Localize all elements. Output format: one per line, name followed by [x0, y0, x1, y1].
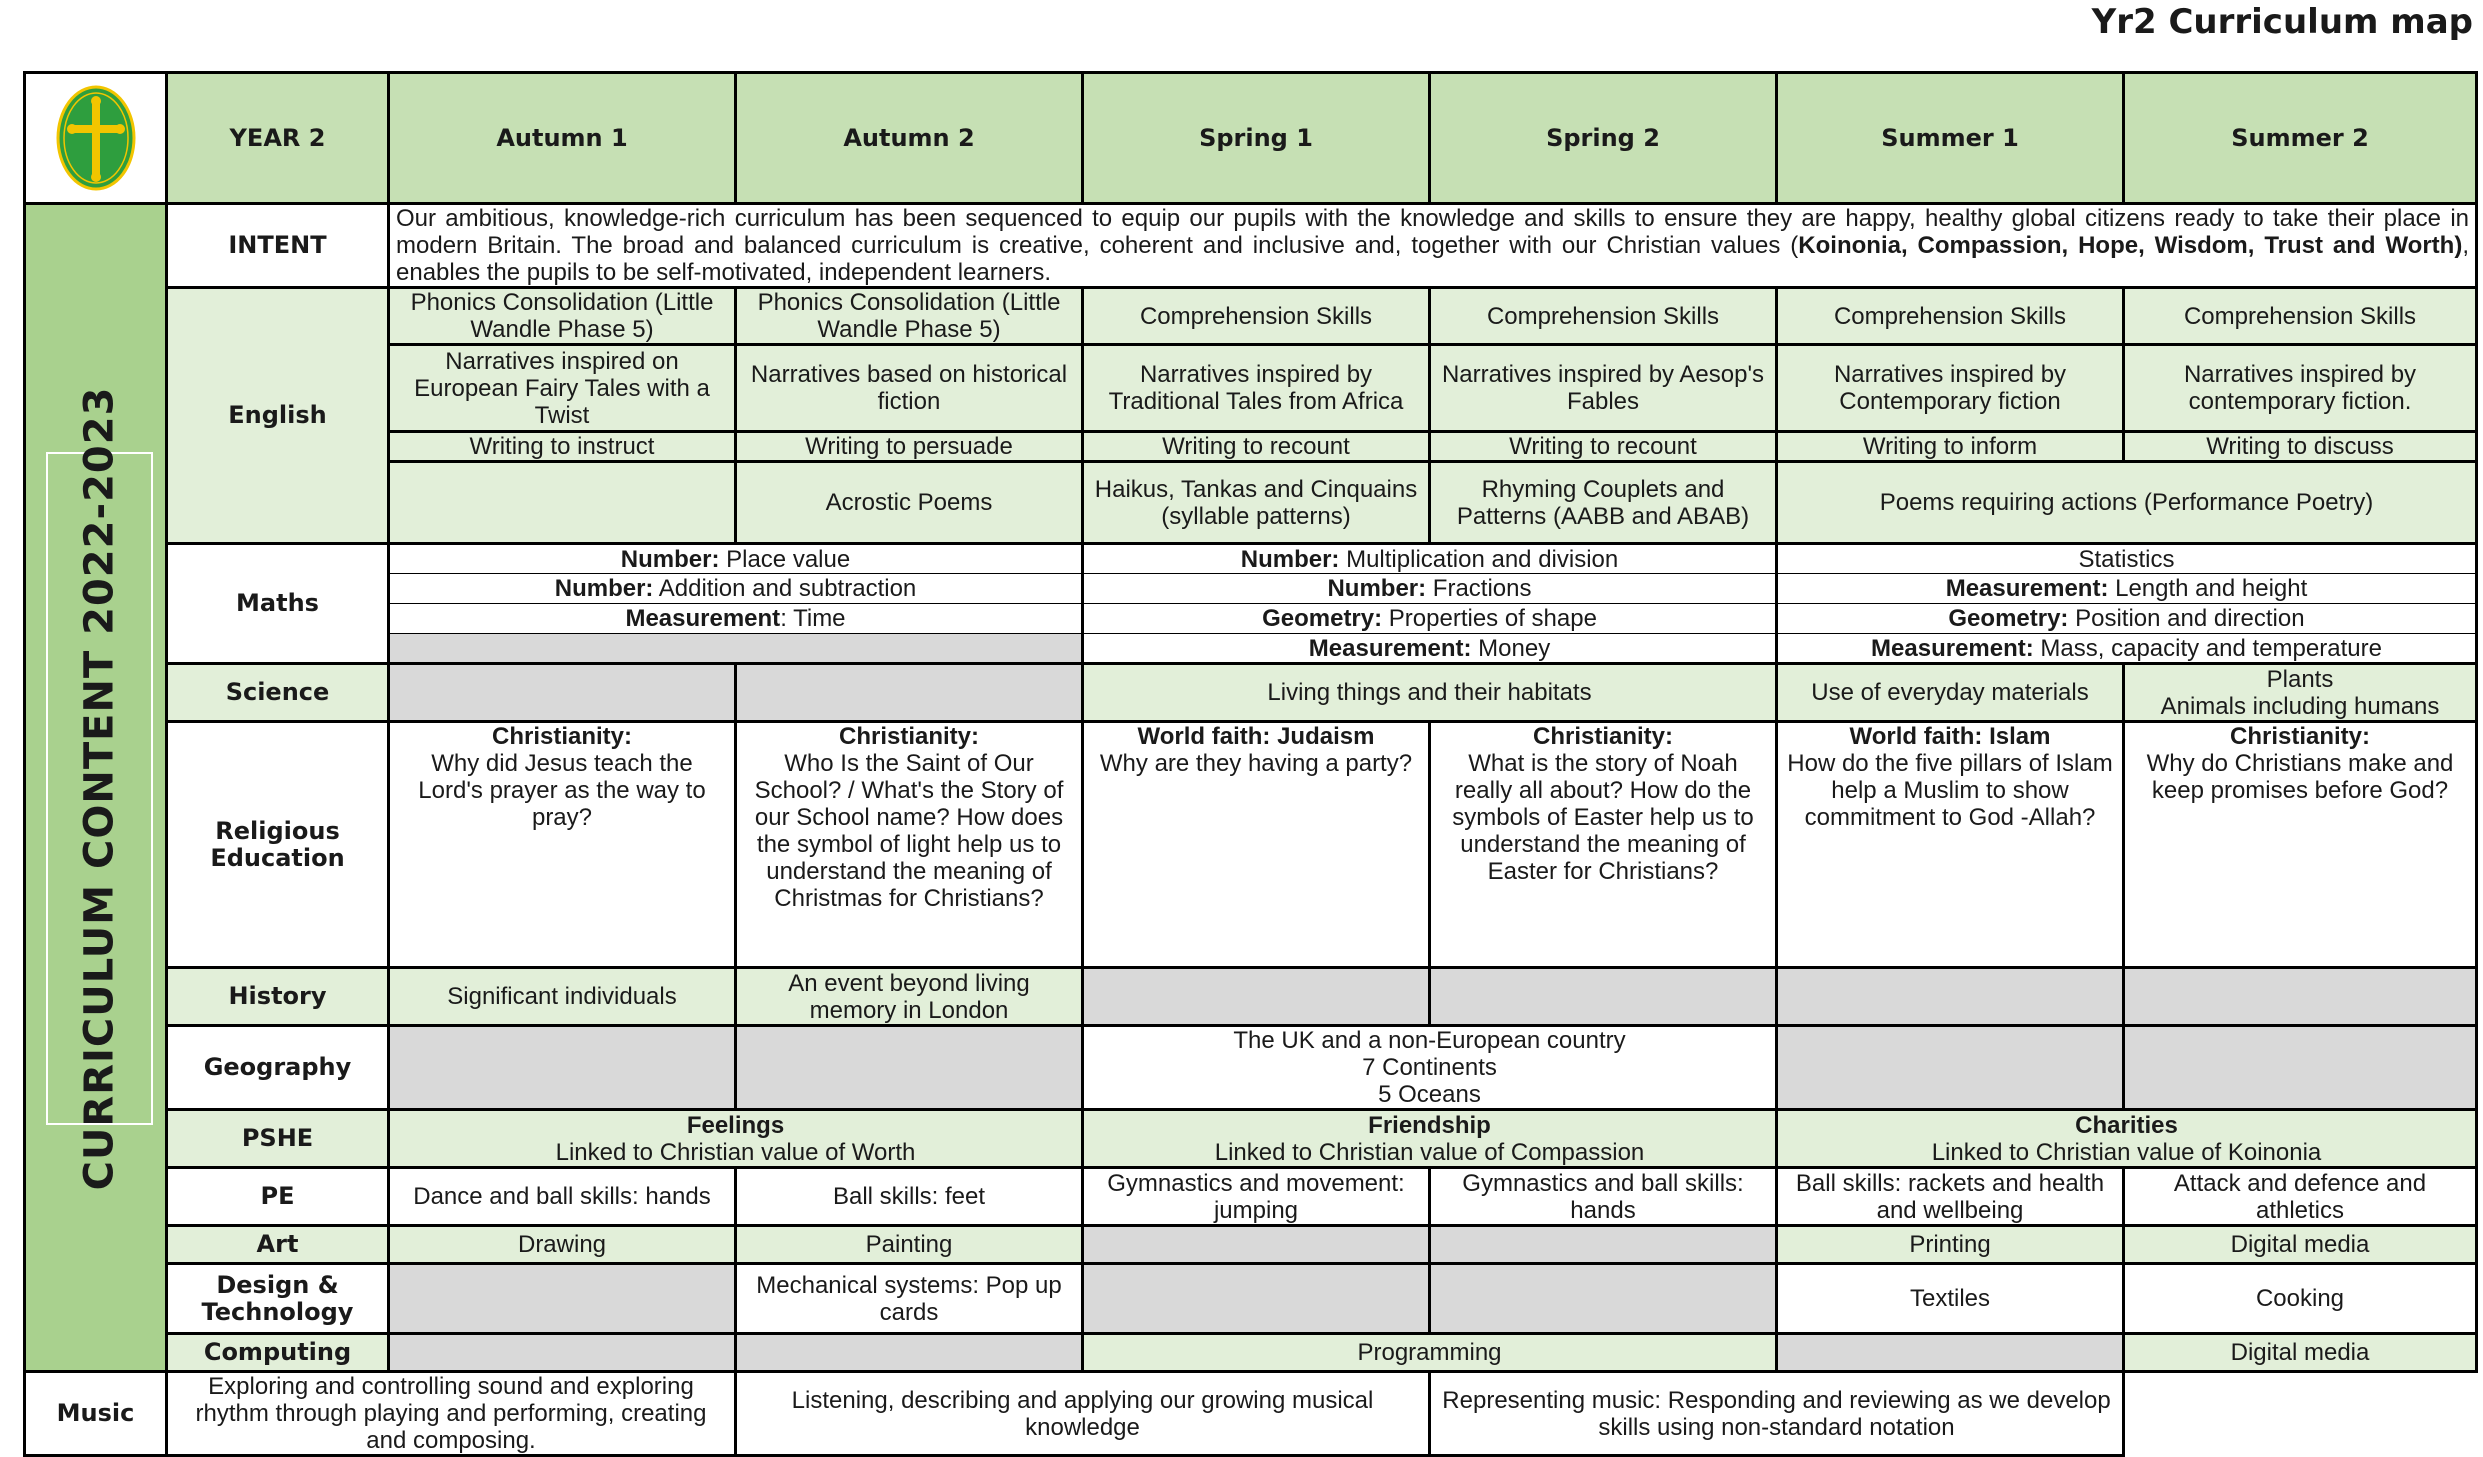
- re-cell: World faith: Judaism Why are they having a party?: [1083, 722, 1430, 968]
- row-label-intent: INTENT: [167, 204, 389, 288]
- english-cell: Comprehension Skills: [2124, 288, 2477, 345]
- geography-cell: The UK and a non-European country 7 Continents 5 Oceans: [1083, 1026, 1777, 1110]
- pshe-cell: Feelings Linked to Christian value of Worth: [389, 1110, 1083, 1168]
- maths-cell: Number: Multiplication and division: [1083, 544, 1777, 574]
- maths-cell: Number: Addition and subtraction: [389, 574, 1083, 604]
- pe-cell: Ball skills: feet: [736, 1168, 1083, 1226]
- english-cell: Narratives inspired by contemporary fiction.: [2124, 345, 2477, 432]
- geography-cell-empty: [389, 1026, 736, 1110]
- english-cell: Narratives based on historical fiction: [736, 345, 1083, 432]
- science-cell: Living things and their habitats: [1083, 664, 1777, 722]
- row-label-re: Religious Education: [167, 722, 389, 968]
- english-cell: Rhyming Couplets and Patterns (AABB and ABAB): [1430, 462, 1777, 544]
- pe-cell: Gymnastics and movement: jumping: [1083, 1168, 1430, 1226]
- music-cell: Listening, describing and applying our growing musical knowledge: [736, 1372, 1430, 1456]
- row-label-music: Music: [25, 1372, 167, 1456]
- dt-cell-empty: [1083, 1264, 1430, 1334]
- pe-cell: Dance and ball skills: hands: [389, 1168, 736, 1226]
- maths-cell-empty: [389, 634, 1083, 664]
- page-title: Yr2 Curriculum map: [2091, 2, 2473, 42]
- art-cell: Printing: [1777, 1226, 2124, 1264]
- cross-icon: [56, 85, 136, 191]
- term-heading: Autumn 1: [389, 73, 736, 204]
- computing-cell: Digital media: [2124, 1334, 2477, 1372]
- english-cell: Acrostic Poems: [736, 462, 1083, 544]
- computing-cell-empty: [1777, 1334, 2124, 1372]
- row-label-english: English: [167, 288, 389, 544]
- art-cell: Drawing: [389, 1226, 736, 1264]
- computing-cell-empty: [389, 1334, 736, 1372]
- intent-statement: Our ambitious, knowledge-rich curriculum has been sequenced to equip our pupils with the knowledge and skills to ensure they are happy, healthy global citizens ready to take their place in modern Britain. The broad and balanced curriculum is creative, coherent and inclusive and, together with our Christian values (Koinonia, Compassion, Hope, Wisdom, Trust and Worth), enables the pupils to be self-motivated, independent learners.: [389, 204, 2477, 288]
- english-cell: Writing to discuss: [2124, 432, 2477, 462]
- maths-cell: Number: Fractions: [1083, 574, 1777, 604]
- maths-cell: Measurement: Time: [389, 604, 1083, 634]
- english-cell: Phonics Consolidation (Little Wandle Phase 5): [736, 288, 1083, 345]
- row-label-geography: Geography: [167, 1026, 389, 1110]
- dt-cell: Mechanical systems: Pop up cards: [736, 1264, 1083, 1334]
- history-cell: An event beyond living memory in London: [736, 968, 1083, 1026]
- geography-cell-empty: [736, 1026, 1083, 1110]
- english-cell: Narratives inspired by Aesop's Fables: [1430, 345, 1777, 432]
- art-cell: Digital media: [2124, 1226, 2477, 1264]
- pshe-cell: Friendship Linked to Christian value of Compassion: [1083, 1110, 1777, 1168]
- english-cell: Phonics Consolidation (Little Wandle Phase 5): [389, 288, 736, 345]
- science-cell-empty: [389, 664, 736, 722]
- music-cell: Exploring and controlling sound and exploring rhythm through playing and performing, creating and composing.: [167, 1372, 736, 1456]
- row-label-art: Art: [167, 1226, 389, 1264]
- english-cell: Writing to recount: [1083, 432, 1430, 462]
- row-label-dt: Design & Technology: [167, 1264, 389, 1334]
- year-heading: YEAR 2: [167, 73, 389, 204]
- curriculum-table: [23, 71, 2478, 1457]
- maths-cell: Measurement: Mass, capacity and temperature: [1777, 634, 2477, 664]
- english-cell: Narratives inspired by Traditional Tales from Africa: [1083, 345, 1430, 432]
- science-cell: Use of everyday materials: [1777, 664, 2124, 722]
- re-cell: World faith: Islam How do the five pillars of Islam help a Muslim to show commitment to God -Allah?: [1777, 722, 2124, 968]
- pshe-cell: Charities Linked to Christian value of Koinonia: [1777, 1110, 2477, 1168]
- computing-cell: Programming: [1083, 1334, 1777, 1372]
- row-label-pe: PE: [167, 1168, 389, 1226]
- dt-cell-empty: [389, 1264, 736, 1334]
- art-cell-empty: [1430, 1226, 1777, 1264]
- geography-cell-empty: [2124, 1026, 2477, 1110]
- maths-cell: Measurement: Length and height: [1777, 574, 2477, 604]
- term-heading: Autumn 2: [736, 73, 1083, 204]
- term-heading: Spring 1: [1083, 73, 1430, 204]
- english-cell: Narratives inspired by Contemporary fiction: [1777, 345, 2124, 432]
- english-cell: [389, 462, 736, 544]
- row-label-science: Science: [167, 664, 389, 722]
- school-crest: [25, 73, 167, 204]
- maths-cell: Measurement: Money: [1083, 634, 1777, 664]
- dt-cell: Cooking: [2124, 1264, 2477, 1334]
- row-label-history: History: [167, 968, 389, 1026]
- english-cell: Haikus, Tankas and Cinquains (syllable patterns): [1083, 462, 1430, 544]
- term-heading: Spring 2: [1430, 73, 1777, 204]
- english-cell: Writing to instruct: [389, 432, 736, 462]
- art-cell: Painting: [736, 1226, 1083, 1264]
- english-cell: Poems requiring actions (Performance Poetry): [1777, 462, 2477, 544]
- computing-cell-empty: [736, 1334, 1083, 1372]
- history-cell-empty: [1777, 968, 2124, 1026]
- dt-cell-empty: [1430, 1264, 1777, 1334]
- english-cell: Comprehension Skills: [1430, 288, 1777, 345]
- english-cell: Comprehension Skills: [1777, 288, 2124, 345]
- term-heading: Summer 2: [2124, 73, 2477, 204]
- english-cell: Comprehension Skills: [1083, 288, 1430, 345]
- re-cell: Christianity: Why do Christians make and keep promises before God?: [2124, 722, 2477, 968]
- maths-cell: Geometry: Properties of shape: [1083, 604, 1777, 634]
- science-cell: Plants Animals including humans: [2124, 664, 2477, 722]
- dt-cell: Textiles: [1777, 1264, 2124, 1334]
- row-label-pshe: PSHE: [167, 1110, 389, 1168]
- history-cell: Significant individuals: [389, 968, 736, 1026]
- history-cell-empty: [1083, 968, 1430, 1026]
- side-label-cell: [25, 204, 167, 1372]
- maths-cell: Geometry: Position and direction: [1777, 604, 2477, 634]
- re-cell: Christianity: Who Is the Saint of Our School? / What's the Story of our School name? How does the symbol of light help us to understand the meaning of Christmas for Christians?: [736, 722, 1083, 968]
- maths-cell: Statistics: [1777, 544, 2477, 574]
- music-cell: Representing music: Responding and reviewing as we develop skills using non-standard notation: [1430, 1372, 2124, 1456]
- pe-cell: Gymnastics and ball skills: hands: [1430, 1168, 1777, 1226]
- history-cell-empty: [1430, 968, 1777, 1026]
- history-cell-empty: [2124, 968, 2477, 1026]
- science-cell-empty: [736, 664, 1083, 722]
- english-cell: Writing to persuade: [736, 432, 1083, 462]
- english-cell: Writing to recount: [1430, 432, 1777, 462]
- side-label: CURRICULUM CONTENT 2022-2023: [76, 386, 123, 1191]
- re-cell: Christianity: What is the story of Noah really all about? How do the symbols of Easter help us to understand the meaning of Easter for Christians?: [1430, 722, 1777, 968]
- pe-cell: Attack and defence and athletics: [2124, 1168, 2477, 1226]
- row-label-maths: Maths: [167, 544, 389, 664]
- re-cell: Christianity: Why did Jesus teach the Lord's prayer as the way to pray?: [389, 722, 736, 968]
- pe-cell: Ball skills: rackets and health and wellbeing: [1777, 1168, 2124, 1226]
- maths-cell: Number: Place value: [389, 544, 1083, 574]
- english-cell: Narratives inspired on European Fairy Tales with a Twist: [389, 345, 736, 432]
- art-cell-empty: [1083, 1226, 1430, 1264]
- geography-cell-empty: [1777, 1026, 2124, 1110]
- term-heading: Summer 1: [1777, 73, 2124, 204]
- english-cell: Writing to inform: [1777, 432, 2124, 462]
- row-label-computing: Computing: [167, 1334, 389, 1372]
